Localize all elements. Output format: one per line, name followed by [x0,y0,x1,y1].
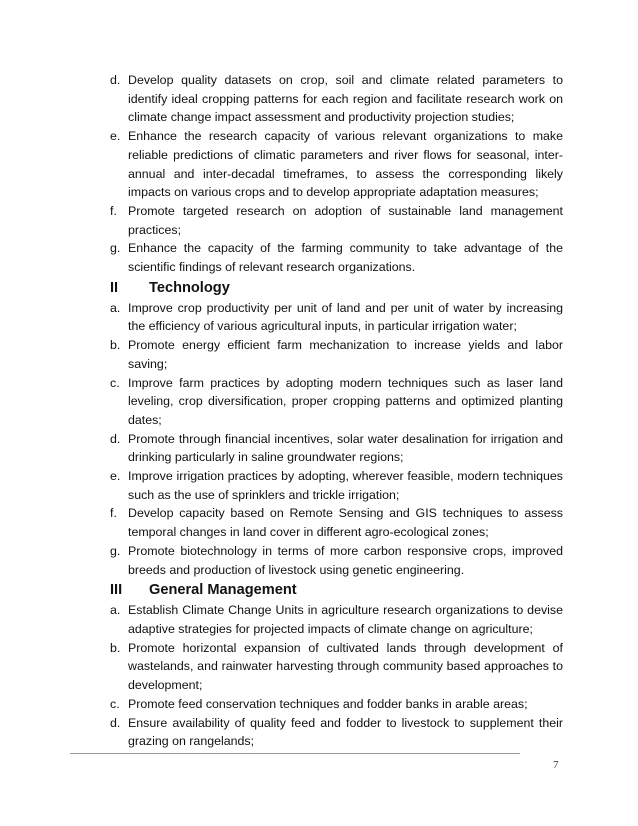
list-item [110,127,563,202]
list-item [110,336,563,373]
list-marker: f. [110,506,117,521]
list-item-text: Promote energy efficient farm mechanization to increase yields and labor saving; [128,338,563,371]
list-item [110,299,563,336]
list-item [110,601,563,638]
section-heading [110,580,563,600]
list-marker: b. [110,640,121,655]
list-item [110,430,563,467]
list-item-text: Ensure availability of quality feed and fodder to livestock to supplement their grazing on rangelands; [128,715,563,749]
list-item-text: Enhance the research capacity of various relevant organizations to make reliable predictions of climatic parameters and river flows for seasonal, inter-annual and inter-decadal timeframes, to assess the corresponding likely impacts on various crops and to develop appropriate adaptation measures; [128,129,563,200]
list-marker: d. [110,431,121,446]
list-item [110,467,563,504]
footer-divider [70,753,520,754]
list-marker: a. [110,300,121,315]
list-item-text: Develop quality datasets on crop, soil and climate related parameters to identify ideal cropping patterns for each region and facilitate research work on climate change impact assessment and productivity projection studies; [128,73,563,125]
section [110,71,563,277]
list-item [110,202,563,239]
list-marker: e. [110,469,121,484]
list-item-text: Promote targeted research on adoption of sustainable land management practices; [128,203,563,237]
list-marker: f. [110,203,117,218]
list-item [110,239,563,276]
list-item-text: Improve farm practices by adopting modern techniques such as laser land leveling, crop diversification, proper cropping patterns and optimized planting dates; [128,375,563,427]
list-item-text: Develop capacity based on Remote Sensing and GIS techniques to assess temporal changes in land cover in different agro-ecological zones; [128,506,563,540]
list-marker: g. [110,241,121,256]
list-item-text: Establish Climate Change Units in agriculture research organizations to devise adaptive strategies for projected impacts of climate change on agriculture; [128,603,563,636]
list-marker: d. [110,715,121,730]
list-marker: b. [110,338,121,353]
section-number: III [110,582,123,599]
section [110,580,563,751]
section-heading [110,278,563,298]
section-title: Technology [149,279,230,296]
list-marker: d. [110,73,121,87]
list-item [110,71,563,127]
section [110,278,563,580]
list-item-text: Enhance the capacity of the farming community to take advantage of the scientific findings of relevant research organizations. [128,241,563,275]
list-item [110,695,563,714]
page-number: 7 [553,759,559,771]
page-content [110,71,563,751]
list-item [110,542,563,579]
list-item [110,504,563,541]
list-marker: c. [110,375,120,390]
section-number: II [110,279,119,296]
list-marker: a. [110,603,121,618]
list-item-text: Promote biotechnology in terms of more carbon responsive crops, improved breeds and production of livestock using genetic engineering. [128,543,563,577]
list-item [110,714,563,751]
list-item-text: Promote feed conservation techniques and fodder banks in arable areas; [128,696,528,711]
list-item-text: Promote horizontal expansion of cultivated lands through development of wastelands, and rainwater harvesting through community based approaches to development; [128,640,563,693]
section-title: General Management [149,582,297,599]
list-marker: g. [110,543,121,558]
list-item-text: Improve crop productivity per unit of land and per unit of water by increasing the efficiency of various agricultural inputs, in particular irrigation water; [128,300,563,334]
list-marker: c. [110,696,120,711]
list-item-text: Promote through financial incentives, solar water desalination for irrigation and drinking particularly in saline groundwater regions; [128,431,563,465]
list-item [110,639,563,695]
list-item-text: Improve irrigation practices by adopting, wherever feasible, modern techniques such as the use of sprinklers and trickle irrigation; [128,469,563,502]
list-item [110,374,563,430]
list-marker: e. [110,129,121,144]
